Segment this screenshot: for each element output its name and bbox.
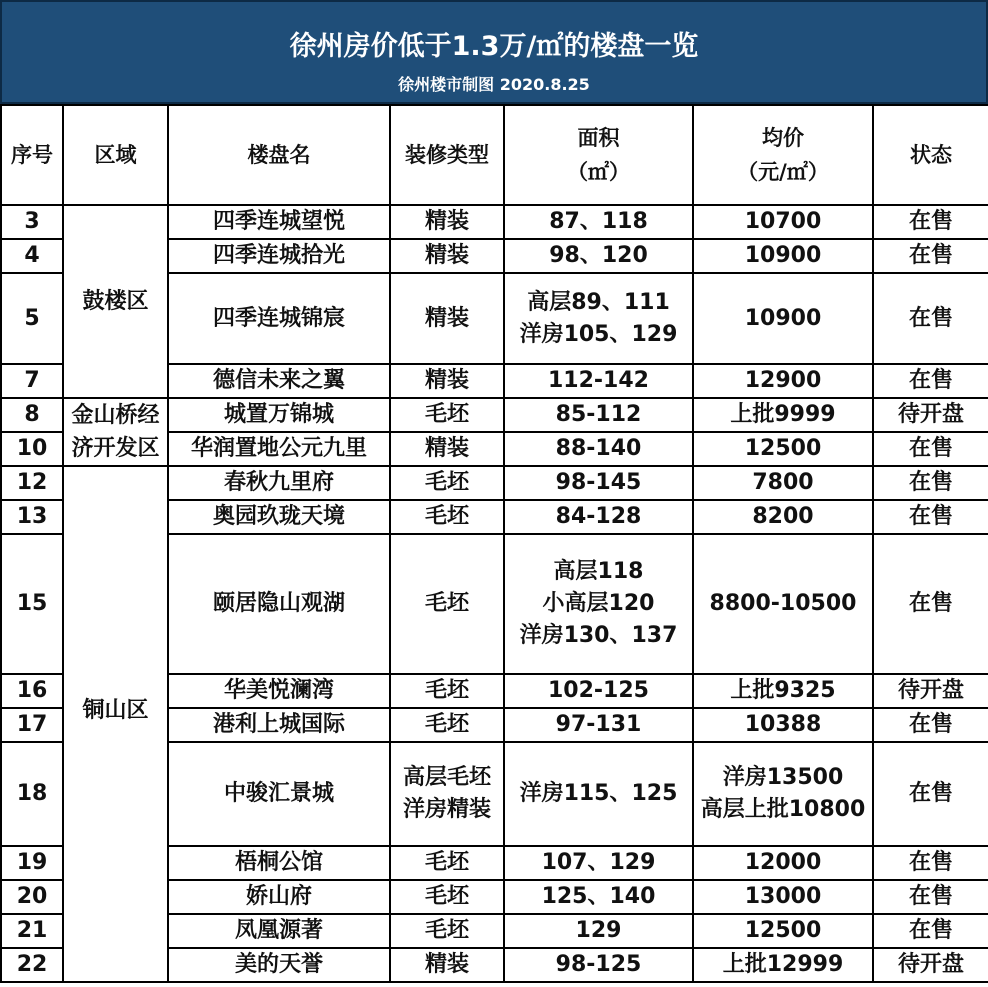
table-row [1, 432, 988, 466]
cell-price-line: 8200 [752, 504, 814, 529]
area-header-unit: （㎡） [567, 160, 630, 184]
cell-price-line: 上批12999 [722, 952, 844, 977]
cell-name: 凤凰源著 [168, 914, 390, 948]
cell-price-line: 8800-10500 [709, 591, 857, 616]
cell-decoration-line: 精装 [424, 305, 469, 331]
cell-area-line: 85-112 [555, 402, 642, 427]
cell-area-line: 88-140 [555, 436, 642, 461]
cell-decoration-line: 洋房精装 [402, 797, 491, 822]
cell-name: 华美悦澜湾 [168, 674, 390, 708]
cell-price-line: 10388 [744, 712, 822, 737]
cell-status: 在售 [873, 742, 988, 846]
cell-decoration-line: 毛坯 [424, 918, 469, 943]
cell-price-line: 上批9325 [730, 678, 836, 703]
cell-price [693, 205, 873, 239]
cell-decoration-line: 毛坯 [424, 712, 469, 737]
cell-decoration-line: 毛坯 [424, 504, 469, 529]
col-header-decoration: 装修类型 [390, 105, 504, 205]
cell-price [693, 273, 873, 364]
cell-area-line: 洋房130、137 [519, 623, 678, 648]
cell-area-line: 102-125 [548, 678, 649, 703]
cell-status: 在售 [873, 846, 988, 880]
cell-seq: 15 [1, 534, 63, 674]
cell-status: 在售 [873, 914, 988, 948]
cell-area-line: 84-128 [555, 504, 642, 529]
cell-decoration-line: 精装 [424, 209, 469, 234]
cell-seq: 16 [1, 674, 63, 708]
cell-area-line: 112-142 [548, 368, 649, 393]
cell-district: 济开发区 [63, 432, 168, 466]
cell-price-line: 洋房13500 [722, 765, 844, 790]
cell-area-line: 129 [575, 918, 622, 943]
cell-decoration-line: 精装 [424, 952, 469, 977]
cell-area-line: 98、120 [549, 243, 648, 268]
cell-status: 待开盘 [873, 398, 988, 432]
cell-status: 在售 [873, 880, 988, 914]
cell-seq: 17 [1, 708, 63, 742]
cell-status: 在售 [873, 364, 988, 398]
cell-name: 四季连城望悦 [168, 205, 390, 239]
cell-decoration-line: 毛坯 [424, 470, 469, 495]
housing-table [0, 104, 988, 983]
cell-name: 美的天誉 [168, 948, 390, 982]
cell-seq: 18 [1, 742, 63, 846]
cell-name: 港利上城国际 [168, 708, 390, 742]
cell-decoration-line: 毛坯 [424, 591, 469, 616]
cell-decoration [390, 398, 504, 432]
title-banner [0, 0, 988, 104]
cell-decoration-line: 毛坯 [424, 850, 469, 875]
cell-price-line: 上批9999 [730, 402, 836, 427]
cell-status: 在售 [873, 239, 988, 273]
cell-area [504, 708, 693, 742]
cell-name: 娇山府 [168, 880, 390, 914]
cell-status: 在售 [873, 273, 988, 364]
cell-decoration [390, 708, 504, 742]
table-header-row [1, 105, 988, 205]
cell-name: 梧桐公馆 [168, 846, 390, 880]
cell-price [693, 398, 873, 432]
cell-price [693, 432, 873, 466]
cell-price [693, 534, 873, 674]
cell-decoration-line: 毛坯 [424, 678, 469, 703]
cell-price-line: 高层上批10800 [700, 797, 866, 822]
cell-area [504, 205, 693, 239]
cell-price-line: 10700 [744, 209, 822, 234]
cell-price-line: 10900 [744, 243, 822, 268]
cell-area-line: 小高层120 [542, 591, 655, 616]
cell-area-line: 洋房105、129 [519, 321, 678, 347]
cell-price-line: 12500 [744, 918, 822, 943]
cell-seq: 12 [1, 466, 63, 500]
cell-price [693, 742, 873, 846]
cell-decoration-line: 精装 [424, 436, 469, 461]
cell-seq: 7 [1, 364, 63, 398]
cell-status: 在售 [873, 534, 988, 674]
cell-district: 铜山区 [63, 466, 168, 982]
cell-status: 在售 [873, 500, 988, 534]
cell-price [693, 466, 873, 500]
cell-decoration-line: 精装 [424, 243, 469, 268]
cell-name: 华润置地公元九里 [168, 432, 390, 466]
cell-area-line: 高层89、111 [527, 289, 670, 315]
cell-area [504, 674, 693, 708]
cell-price-line: 12500 [744, 436, 822, 461]
cell-decoration [390, 273, 504, 364]
cell-area [504, 948, 693, 982]
cell-price [693, 914, 873, 948]
cell-name: 颐居隐山观湖 [168, 534, 390, 674]
cell-area-line: 125、140 [541, 884, 656, 909]
cell-area [504, 364, 693, 398]
cell-area [504, 466, 693, 500]
cell-seq: 8 [1, 398, 63, 432]
cell-price-line: 7800 [752, 470, 814, 495]
cell-area-line: 107、129 [541, 850, 656, 875]
area-header-label: 面积 [577, 126, 620, 150]
cell-decoration [390, 432, 504, 466]
price-header-unit: （元/㎡） [737, 160, 829, 184]
cell-price [693, 880, 873, 914]
cell-area-line: 高层118 [553, 559, 644, 584]
cell-decoration [390, 948, 504, 982]
cell-decoration [390, 466, 504, 500]
cell-decoration [390, 674, 504, 708]
cell-decoration [390, 205, 504, 239]
cell-area [504, 742, 693, 846]
cell-area [504, 846, 693, 880]
cell-decoration-line: 毛坯 [424, 402, 469, 427]
cell-seq: 3 [1, 205, 63, 239]
cell-price-line: 10900 [744, 305, 822, 331]
cell-status: 在售 [873, 466, 988, 500]
cell-decoration [390, 364, 504, 398]
cell-decoration [390, 880, 504, 914]
cell-status: 在售 [873, 205, 988, 239]
cell-district: 金山桥经 [63, 398, 168, 432]
cell-area [504, 273, 693, 364]
cell-seq: 19 [1, 846, 63, 880]
cell-decoration [390, 846, 504, 880]
col-header-seq: 序号 [1, 105, 63, 205]
col-header-status: 状态 [873, 105, 988, 205]
cell-area [504, 880, 693, 914]
cell-price [693, 948, 873, 982]
cell-name: 奥园玖珑天境 [168, 500, 390, 534]
cell-decoration [390, 534, 504, 674]
cell-area-line: 洋房115、125 [519, 781, 678, 806]
cell-status: 待开盘 [873, 674, 988, 708]
cell-price [693, 364, 873, 398]
cell-price [693, 846, 873, 880]
cell-status: 待开盘 [873, 948, 988, 982]
cell-decoration-line: 毛坯 [424, 884, 469, 909]
page-title: 徐州房价低于1.3万/㎡的楼盘一览 [289, 31, 699, 62]
cell-seq: 5 [1, 273, 63, 364]
page-subtitle: 徐州楼市制图 2020.8.25 [398, 75, 590, 94]
cell-area-line: 87、118 [549, 209, 648, 234]
cell-area [504, 500, 693, 534]
cell-seq: 20 [1, 880, 63, 914]
cell-decoration [390, 239, 504, 273]
cell-area [504, 398, 693, 432]
col-header-name: 楼盘名 [168, 105, 390, 205]
cell-decoration [390, 914, 504, 948]
cell-name: 中骏汇景城 [168, 742, 390, 846]
cell-decoration-line: 精装 [424, 368, 469, 393]
cell-area-line: 97-131 [555, 712, 642, 737]
cell-decoration [390, 500, 504, 534]
cell-name: 城置万锦城 [168, 398, 390, 432]
cell-decoration [390, 742, 504, 846]
cell-name: 四季连城拾光 [168, 239, 390, 273]
col-header-area [504, 105, 693, 205]
cell-price [693, 674, 873, 708]
cell-area-line: 98-145 [555, 470, 642, 495]
cell-area [504, 239, 693, 273]
cell-price-line: 12000 [744, 850, 822, 875]
cell-area [504, 914, 693, 948]
cell-name: 春秋九里府 [168, 466, 390, 500]
cell-name: 四季连城锦宸 [168, 273, 390, 364]
col-header-district: 区域 [63, 105, 168, 205]
cell-seq: 22 [1, 948, 63, 982]
cell-area [504, 534, 693, 674]
cell-seq: 4 [1, 239, 63, 273]
cell-status: 在售 [873, 432, 988, 466]
table-row [1, 466, 988, 500]
cell-name: 德信未来之翼 [168, 364, 390, 398]
cell-district: 鼓楼区 [63, 205, 168, 398]
cell-seq: 10 [1, 432, 63, 466]
cell-area-line: 98-125 [555, 952, 642, 977]
cell-seq: 13 [1, 500, 63, 534]
cell-price-line: 13000 [744, 884, 822, 909]
price-header-label: 均价 [762, 126, 804, 150]
cell-price [693, 239, 873, 273]
col-header-price [693, 105, 873, 205]
cell-price [693, 708, 873, 742]
cell-area [504, 432, 693, 466]
cell-price [693, 500, 873, 534]
table-row [1, 205, 988, 239]
cell-status: 在售 [873, 708, 988, 742]
cell-seq: 21 [1, 914, 63, 948]
cell-decoration-line: 高层毛坯 [402, 765, 491, 790]
table-row [1, 398, 988, 432]
cell-price-line: 12900 [744, 368, 822, 393]
